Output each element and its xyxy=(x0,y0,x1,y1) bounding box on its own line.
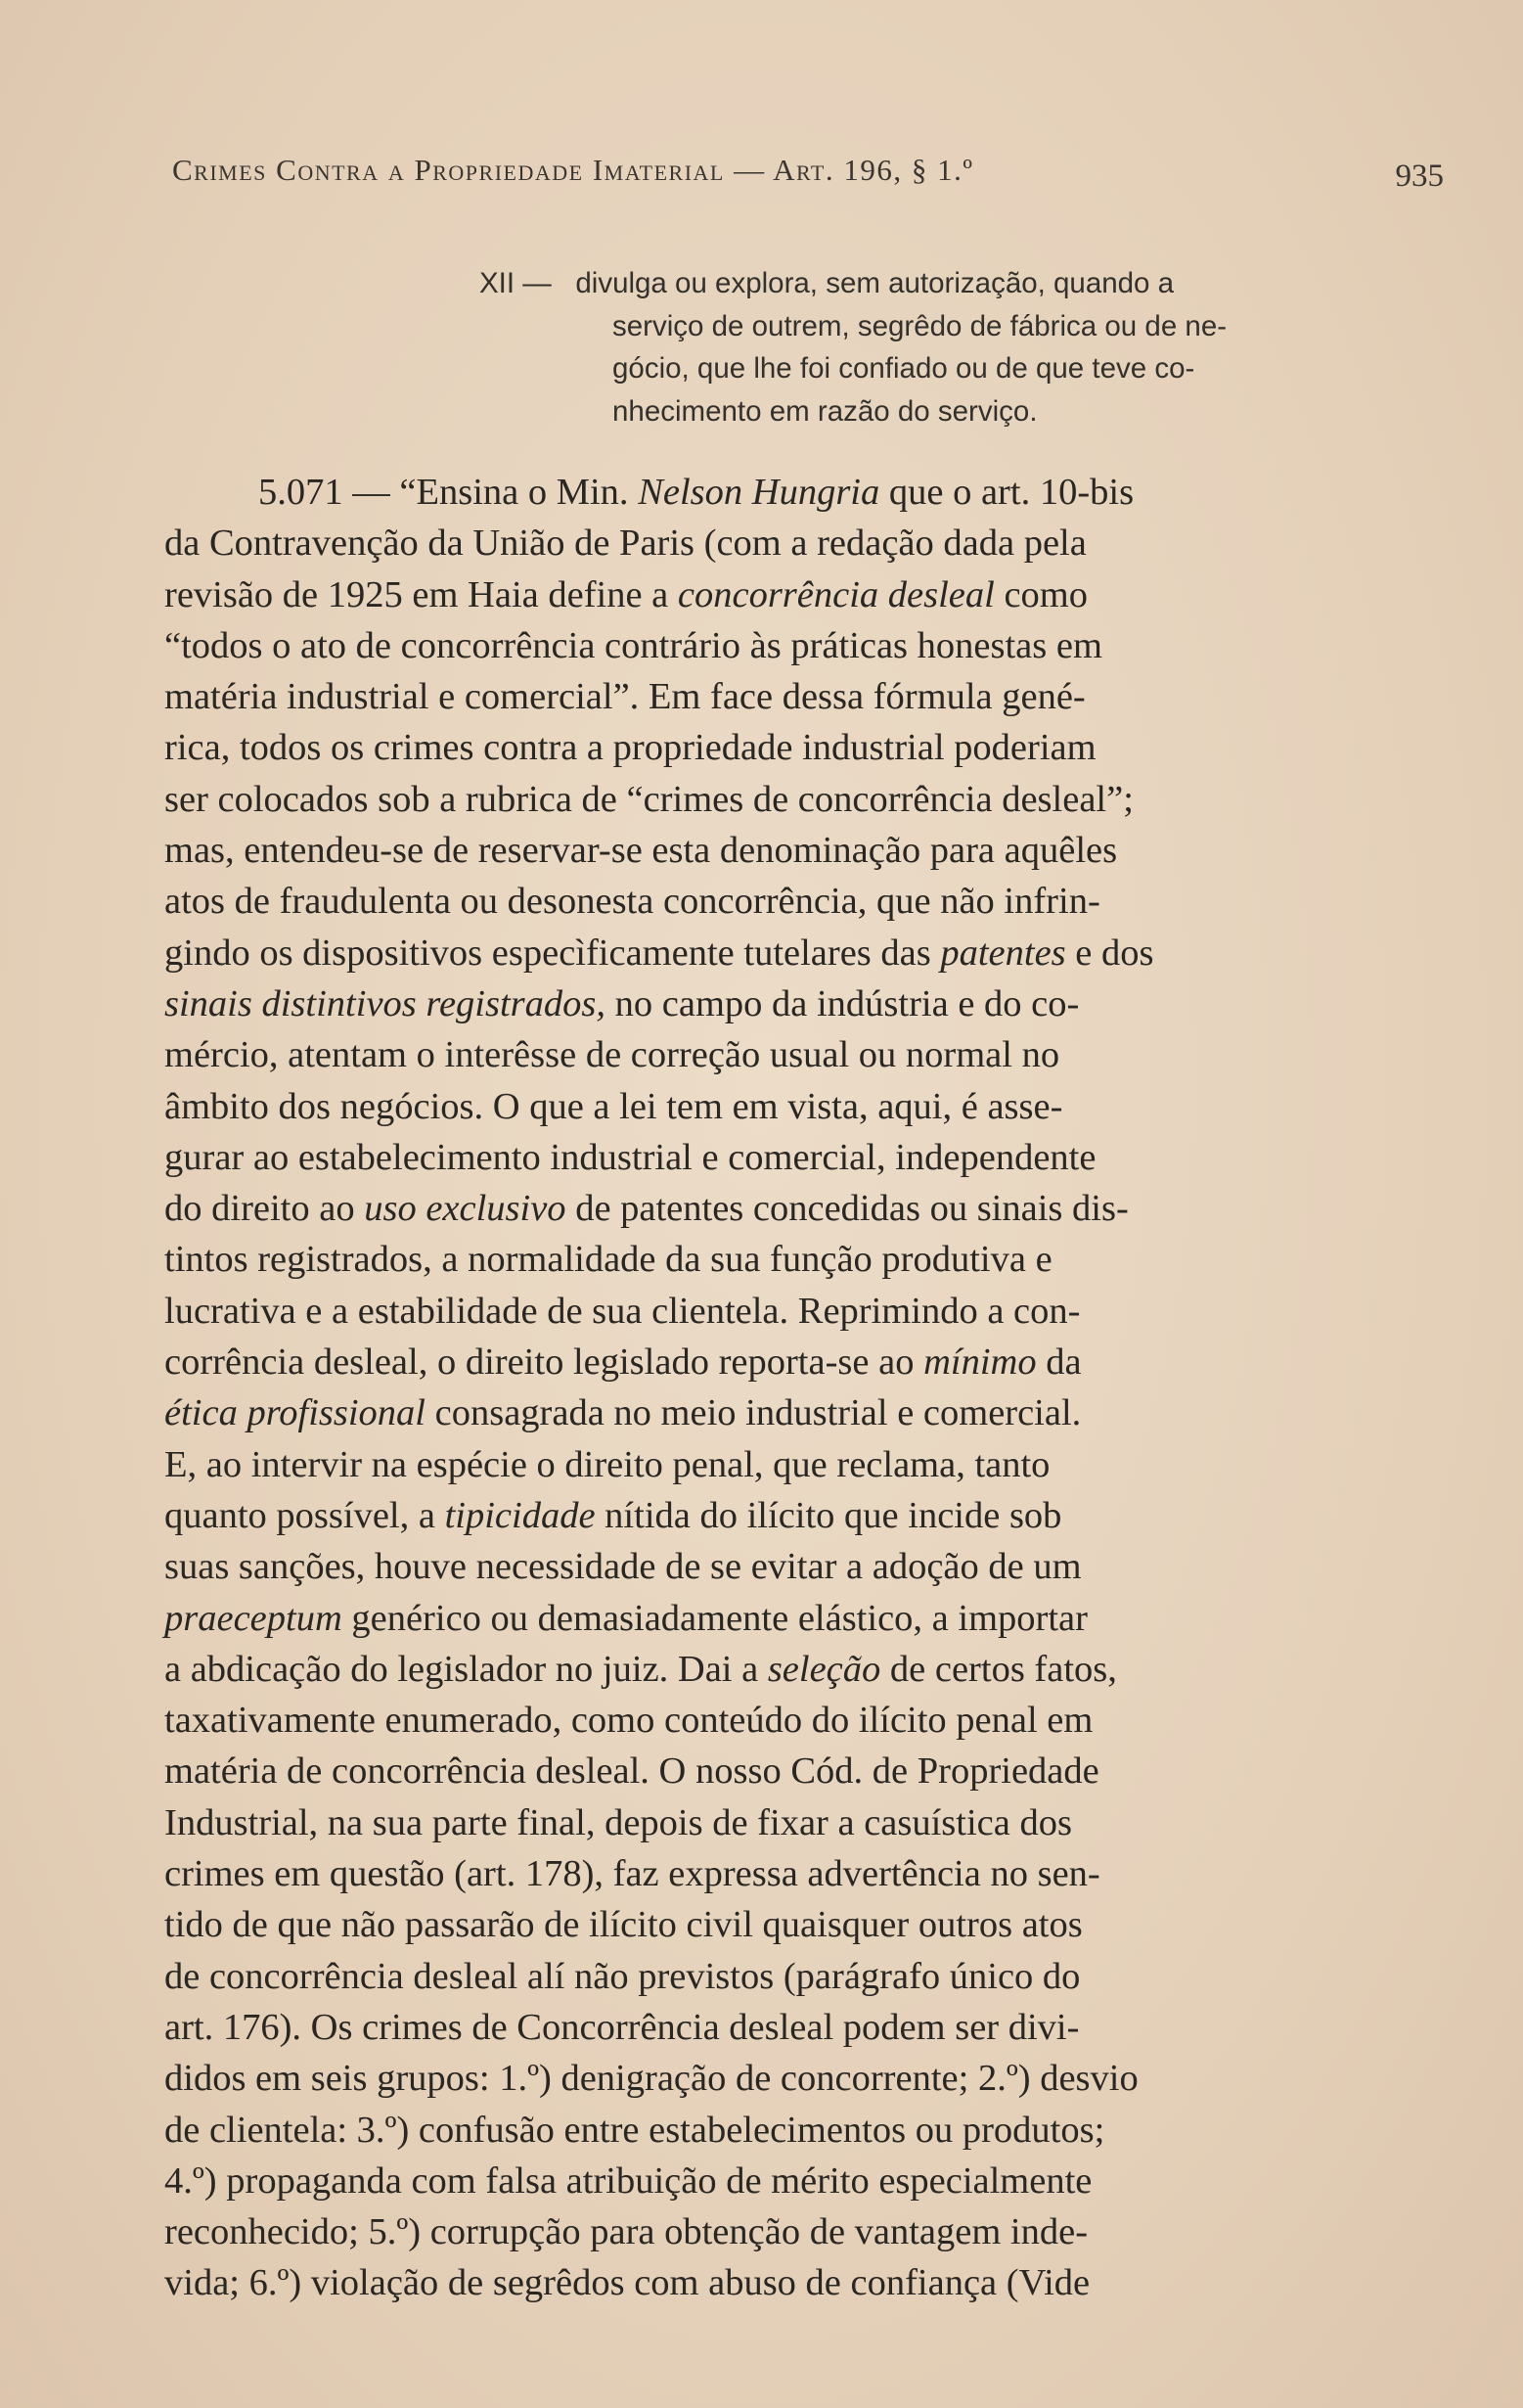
text-line: art. 176). Os crimes de Concorrência desleal podem ser divi- xyxy=(164,2006,1080,2048)
text-line: matéria de concorrência desleal. O nosso Cód. de Propriedade xyxy=(164,1750,1099,1793)
italic-text: Nelson Hungria xyxy=(638,472,880,513)
text-line: 4.º) propaganda com falsa atribuição de mérito especialmente xyxy=(164,2159,1093,2202)
text-line: vida; 6.º) violação de segrêdos com abuso de confiança (Vide xyxy=(164,2262,1091,2304)
quote-line: nhecimento em razão do serviço. xyxy=(612,394,1038,428)
clause-text: divulga ou explora, sem autorização, quando a xyxy=(575,267,1175,299)
italic-text: ética profissional xyxy=(164,1392,426,1434)
text-line: reconhecido; 5.º) corrupção para obtenção de vantagem inde- xyxy=(164,2211,1089,2253)
text-line: rica, todos os crimes contra a propriedade industrial poderiam xyxy=(164,727,1097,769)
text-line: âmbito dos negócios. O que a lei tem em vista, aqui, é asse- xyxy=(164,1085,1063,1127)
text-line: ser colocados sob a rubrica de “crimes de concorrência desleal”; xyxy=(164,778,1134,820)
text-line: do direito ao uso exclusivo de patentes concedidas ou sinais dis- xyxy=(164,1188,1129,1230)
italic-text: seleção xyxy=(767,1648,881,1690)
text-line: tido de que não passarão de ilícito civil quaisquer outros atos xyxy=(164,1904,1083,1946)
text-line: gindo os dispositivos especìficamente tutelares das patentes e dos xyxy=(164,931,1154,974)
text-line: tintos registrados, a normalidade da sua função produtiva e xyxy=(164,1239,1053,1281)
text-line: didos em seis grupos: 1.º) denigração de concorrente; 2.º) desvio xyxy=(164,2058,1139,2100)
italic-text: praeceptum xyxy=(164,1597,342,1639)
page-header xyxy=(172,153,1444,200)
text-line: lucrativa e a estabilidade de sua clientela. Reprimindo a con- xyxy=(164,1290,1081,1332)
text-line: matéria industrial e comercial”. Em face dessa fórmula gené- xyxy=(164,676,1086,718)
text-line: crimes em questão (art. 178), faz expressa advertência no sen- xyxy=(164,1853,1100,1895)
text-line: mércio, atentam o interêsse de correção usual ou normal no xyxy=(164,1034,1060,1076)
text-line: 5.071 — “Ensina o Min. Nelson Hungria que o art. 10-bis xyxy=(258,472,1135,513)
text-line: praeceptum genérico ou demasiadamente elástico, a importar xyxy=(164,1597,1088,1639)
quote-line: gócio, que lhe foi confiado ou de que teve co- xyxy=(612,352,1195,385)
text-line: ética profissional consagrada no meio industrial e comercial. xyxy=(164,1392,1082,1434)
italic-text: uso exclusivo xyxy=(364,1188,566,1230)
quote-line: serviço de outrem, segrêdo de fábrica ou de ne- xyxy=(612,309,1228,342)
text-line: quanto possível, a tipicidade nítida do ilícito que incide sob xyxy=(164,1494,1062,1536)
italic-text: tipicidade xyxy=(444,1494,596,1536)
text-line: corrência desleal, o direito legislado reporta-se ao mínimo da xyxy=(164,1341,1082,1384)
text-line: a abdicação do legislador no juiz. Dai a seleção de certos fatos, xyxy=(164,1648,1117,1690)
text-line: da Contravenção da União de Paris (com a redação dada pela xyxy=(164,522,1087,565)
text-line: gurar ao estabelecimento industrial e comercial, independente xyxy=(164,1136,1097,1178)
text-line: de concorrência desleal alí não previstos (parágrafo único do xyxy=(164,1955,1081,1997)
italic-text: sinais distintivos registrados, xyxy=(164,982,606,1024)
text-line: “todos o ato de concorrência contrário às práticas honestas em xyxy=(164,624,1102,666)
running-head: Crimes Contra a Propriedade Imaterial — Art. 196, § 1.º xyxy=(172,153,974,187)
body-paragraph xyxy=(164,467,1436,2309)
italic-text: mínimo xyxy=(923,1341,1037,1384)
text-line: atos de fraudulenta ou desonesta concorrência, que não infrin- xyxy=(164,881,1100,923)
italic-text: concorrência desleal xyxy=(677,573,995,615)
text-line: taxativamente enumerado, como conteúdo do ilícito penal em xyxy=(164,1700,1094,1742)
italic-text: patentes xyxy=(940,931,1066,974)
text-line: Industrial, na sua parte final, depois de fixar a casuística dos xyxy=(164,1801,1072,1843)
quote-line xyxy=(479,262,1442,305)
text-line: de clientela: 3.º) confusão entre estabelecimentos ou produtos; xyxy=(164,2109,1105,2151)
text-line: suas sanções, houve necessidade de se evitar a adoção de um xyxy=(164,1546,1082,1588)
text-line: mas, entendeu-se de reservar-se esta denominação para aquêles xyxy=(164,830,1118,872)
text-line: revisão de 1925 em Haia define a concorrência desleal como xyxy=(164,573,1089,615)
clause-label: XII — xyxy=(479,267,552,299)
page-number: 935 xyxy=(1395,159,1444,194)
text-line: sinais distintivos registrados, no campo da indústria e do co- xyxy=(164,982,1080,1024)
text-line: E, ao intervir na espécie o direito penal, que reclama, tanto xyxy=(164,1443,1051,1485)
quoted-law-clause xyxy=(479,262,1442,432)
